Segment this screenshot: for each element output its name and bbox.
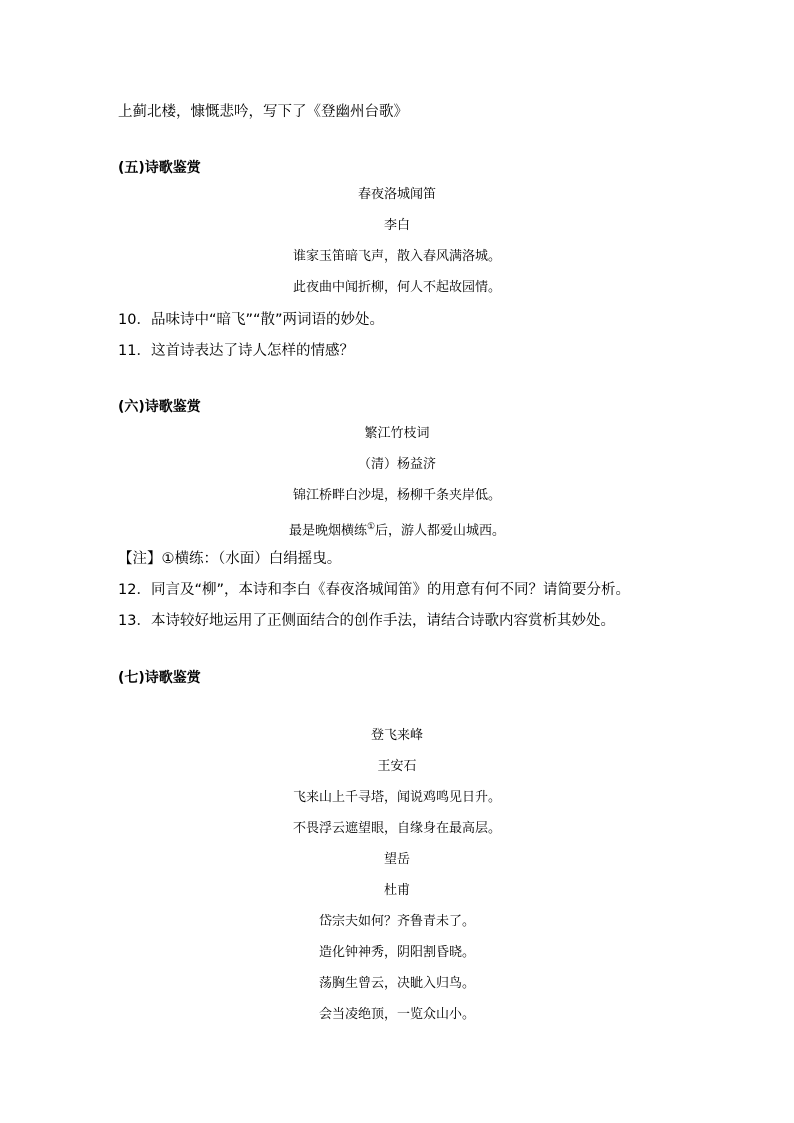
poem-line-part: 后，游人都爱山城西。 <box>375 523 506 539</box>
poem-line-part: 最是晚烟横练 <box>288 523 367 539</box>
poem-line: 荡胸生曾云，决眦入归鸟。 <box>318 976 475 991</box>
question-12: 12．同言及“柳”，本诗和李白《春夜洛城闻笛》的用意有何不同？请简要分析。 <box>118 582 630 598</box>
poem-title: 春夜洛城闻笛 <box>357 187 436 202</box>
question-11: 11．这首诗表达了诗人怎样的情感？ <box>118 343 354 359</box>
poem-line: 造化钟神秀，阴阳割昏晓。 <box>318 945 475 960</box>
poem-line: 岱宗夫如何？齐鲁青未了。 <box>318 914 475 929</box>
poem-line <box>0 517 794 541</box>
poem-author: 王安石 <box>377 759 417 774</box>
poem-line: 锦江桥畔白沙堤，杨柳千条夹岸低。 <box>292 488 501 503</box>
poem-author: 杜甫 <box>383 883 410 898</box>
question-13: 13．本诗较好地运用了正侧面结合的创作手法，请结合诗歌内容赏析其妙处。 <box>118 613 615 629</box>
poem-line: 飞来山上千寻塔，闻说鸡鸣见日升。 <box>292 790 501 805</box>
poem-line: 此夜曲中闻折柳，何人不起故园情。 <box>292 280 501 295</box>
section5-heading: (五)诗歌鉴赏 <box>118 160 201 176</box>
poem-author: （清）杨益济 <box>357 457 436 472</box>
poem-title: 登飞来峰 <box>370 728 423 743</box>
poem-author: 李白 <box>383 218 410 233</box>
footnote-marker: ① <box>366 522 376 532</box>
poem-line: 谁家玉笛暗飞声，散入春风满洛城。 <box>292 249 501 264</box>
poem-title: 望岳 <box>383 852 410 867</box>
poem-line: 会当凌绝顶，一览众山小。 <box>318 1007 475 1022</box>
poem-title: 繁江竹枝词 <box>364 426 430 441</box>
footnote: 【注】①横练：（水面）白绢摇曳。 <box>118 551 342 567</box>
intro-line: 上蓟北楼，慷慨悲吟，写下了《登幽州台歌》 <box>118 104 408 120</box>
poem-line: 不畏浮云遮望眼，自缘身在最高层。 <box>292 821 501 836</box>
question-10: 10．品味诗中“暗飞”“散”两词语的妙处。 <box>118 312 384 328</box>
section6-heading: (六)诗歌鉴赏 <box>118 399 201 415</box>
section7-heading: (七)诗歌鉴赏 <box>118 670 201 686</box>
